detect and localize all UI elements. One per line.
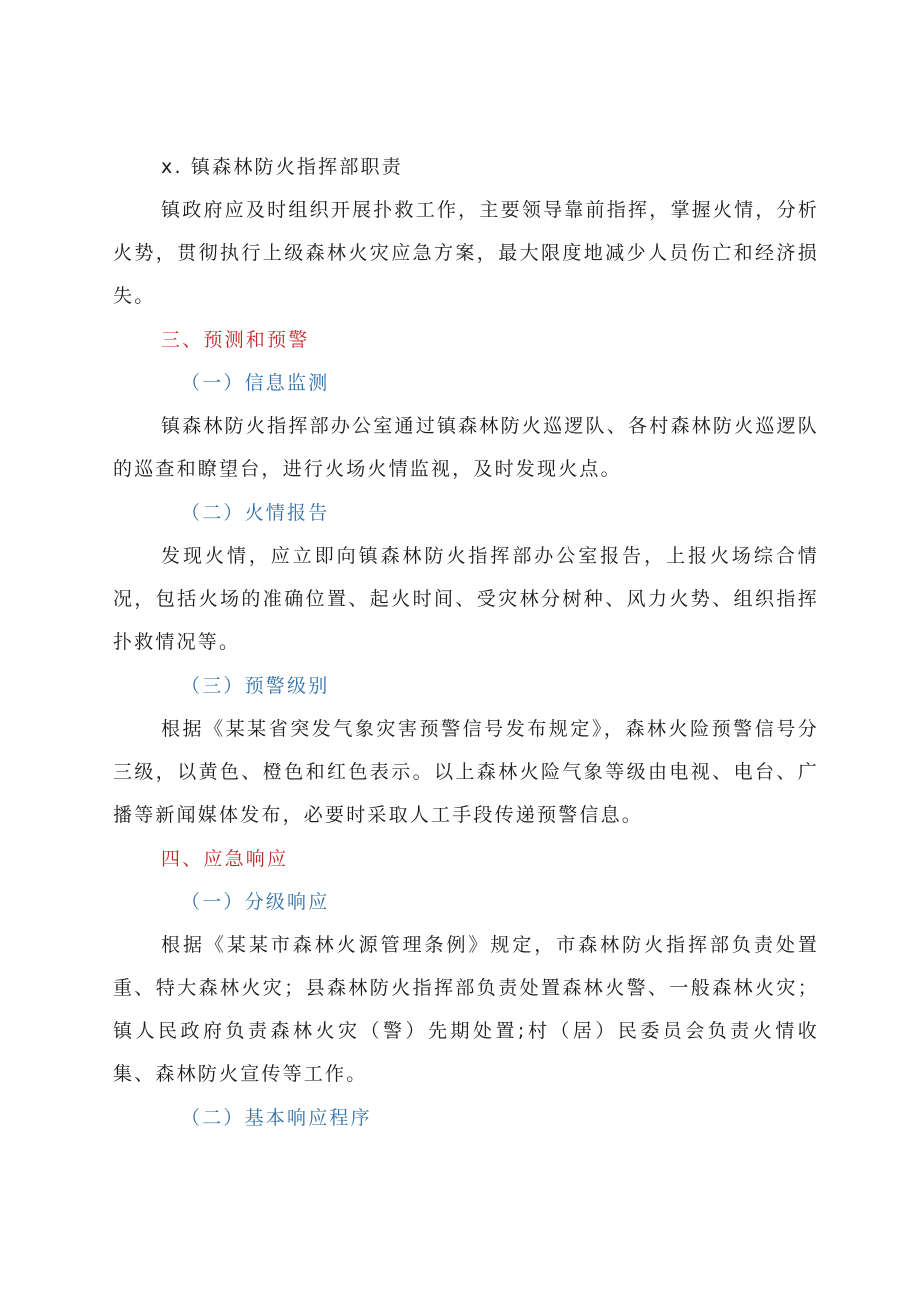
subheading-basic-response-procedure: （二）基本响应程序 — [181, 1107, 372, 1129]
fire-report-body: 发现火情，应立即向镇森林防火指挥部办公室报告，上报火场综合情况，包括火场的准确位置、起火时间、受灾林分树种、风力火势、组织指挥扑救情况等。 — [113, 545, 819, 653]
heading-prediction-warning: 三、预测和预警 — [161, 329, 310, 351]
subheading-graded-response: （一）分级响应 — [181, 891, 330, 913]
info-monitoring-body: 镇森林防火指挥部办公室通过镇森林防火巡逻队、各村森林防火巡逻队的巡查和瞭望台，进行火场火情监视，及时发现火点。 — [113, 415, 819, 480]
subheading-warning-level: （三）预警级别 — [181, 675, 330, 697]
subheading-fire-report: （二）火情报告 — [181, 502, 330, 524]
graded-response-body: 根据《某某市森林火源管理条例》规定，市森林防火指挥部负责处置重、特大森林火灾；县森林防火指挥部负责处置森林火警、一般森林火灾；镇人民政府负责森林火灾（警）先期处置;村（居）民委员会负责火情收集、森林防火宣传等工作。 — [113, 934, 819, 1085]
warning-level-body: 根据《某某省突发气象灾害预警信号发布规定》，森林火险预警信号分三级，以黄色、橙色和红色表示。以上森林火险气象等级由电视、电台、广播等新闻媒体发布，必要时采取人工手段传递预警信息。 — [113, 718, 819, 826]
section-x-body: 镇政府应及时组织开展扑救工作，主要领导靠前指挥，掌握火情，分析火势，贯彻执行上级森林火灾应急方案，最大限度地减少人员伤亡和经济损失。 — [113, 199, 819, 307]
heading-emergency-response: 四、应急响应 — [161, 848, 289, 870]
subheading-info-monitoring: （一）信息监测 — [181, 372, 330, 394]
section-x-title: x. 镇森林防火指挥部职责 — [161, 156, 403, 178]
